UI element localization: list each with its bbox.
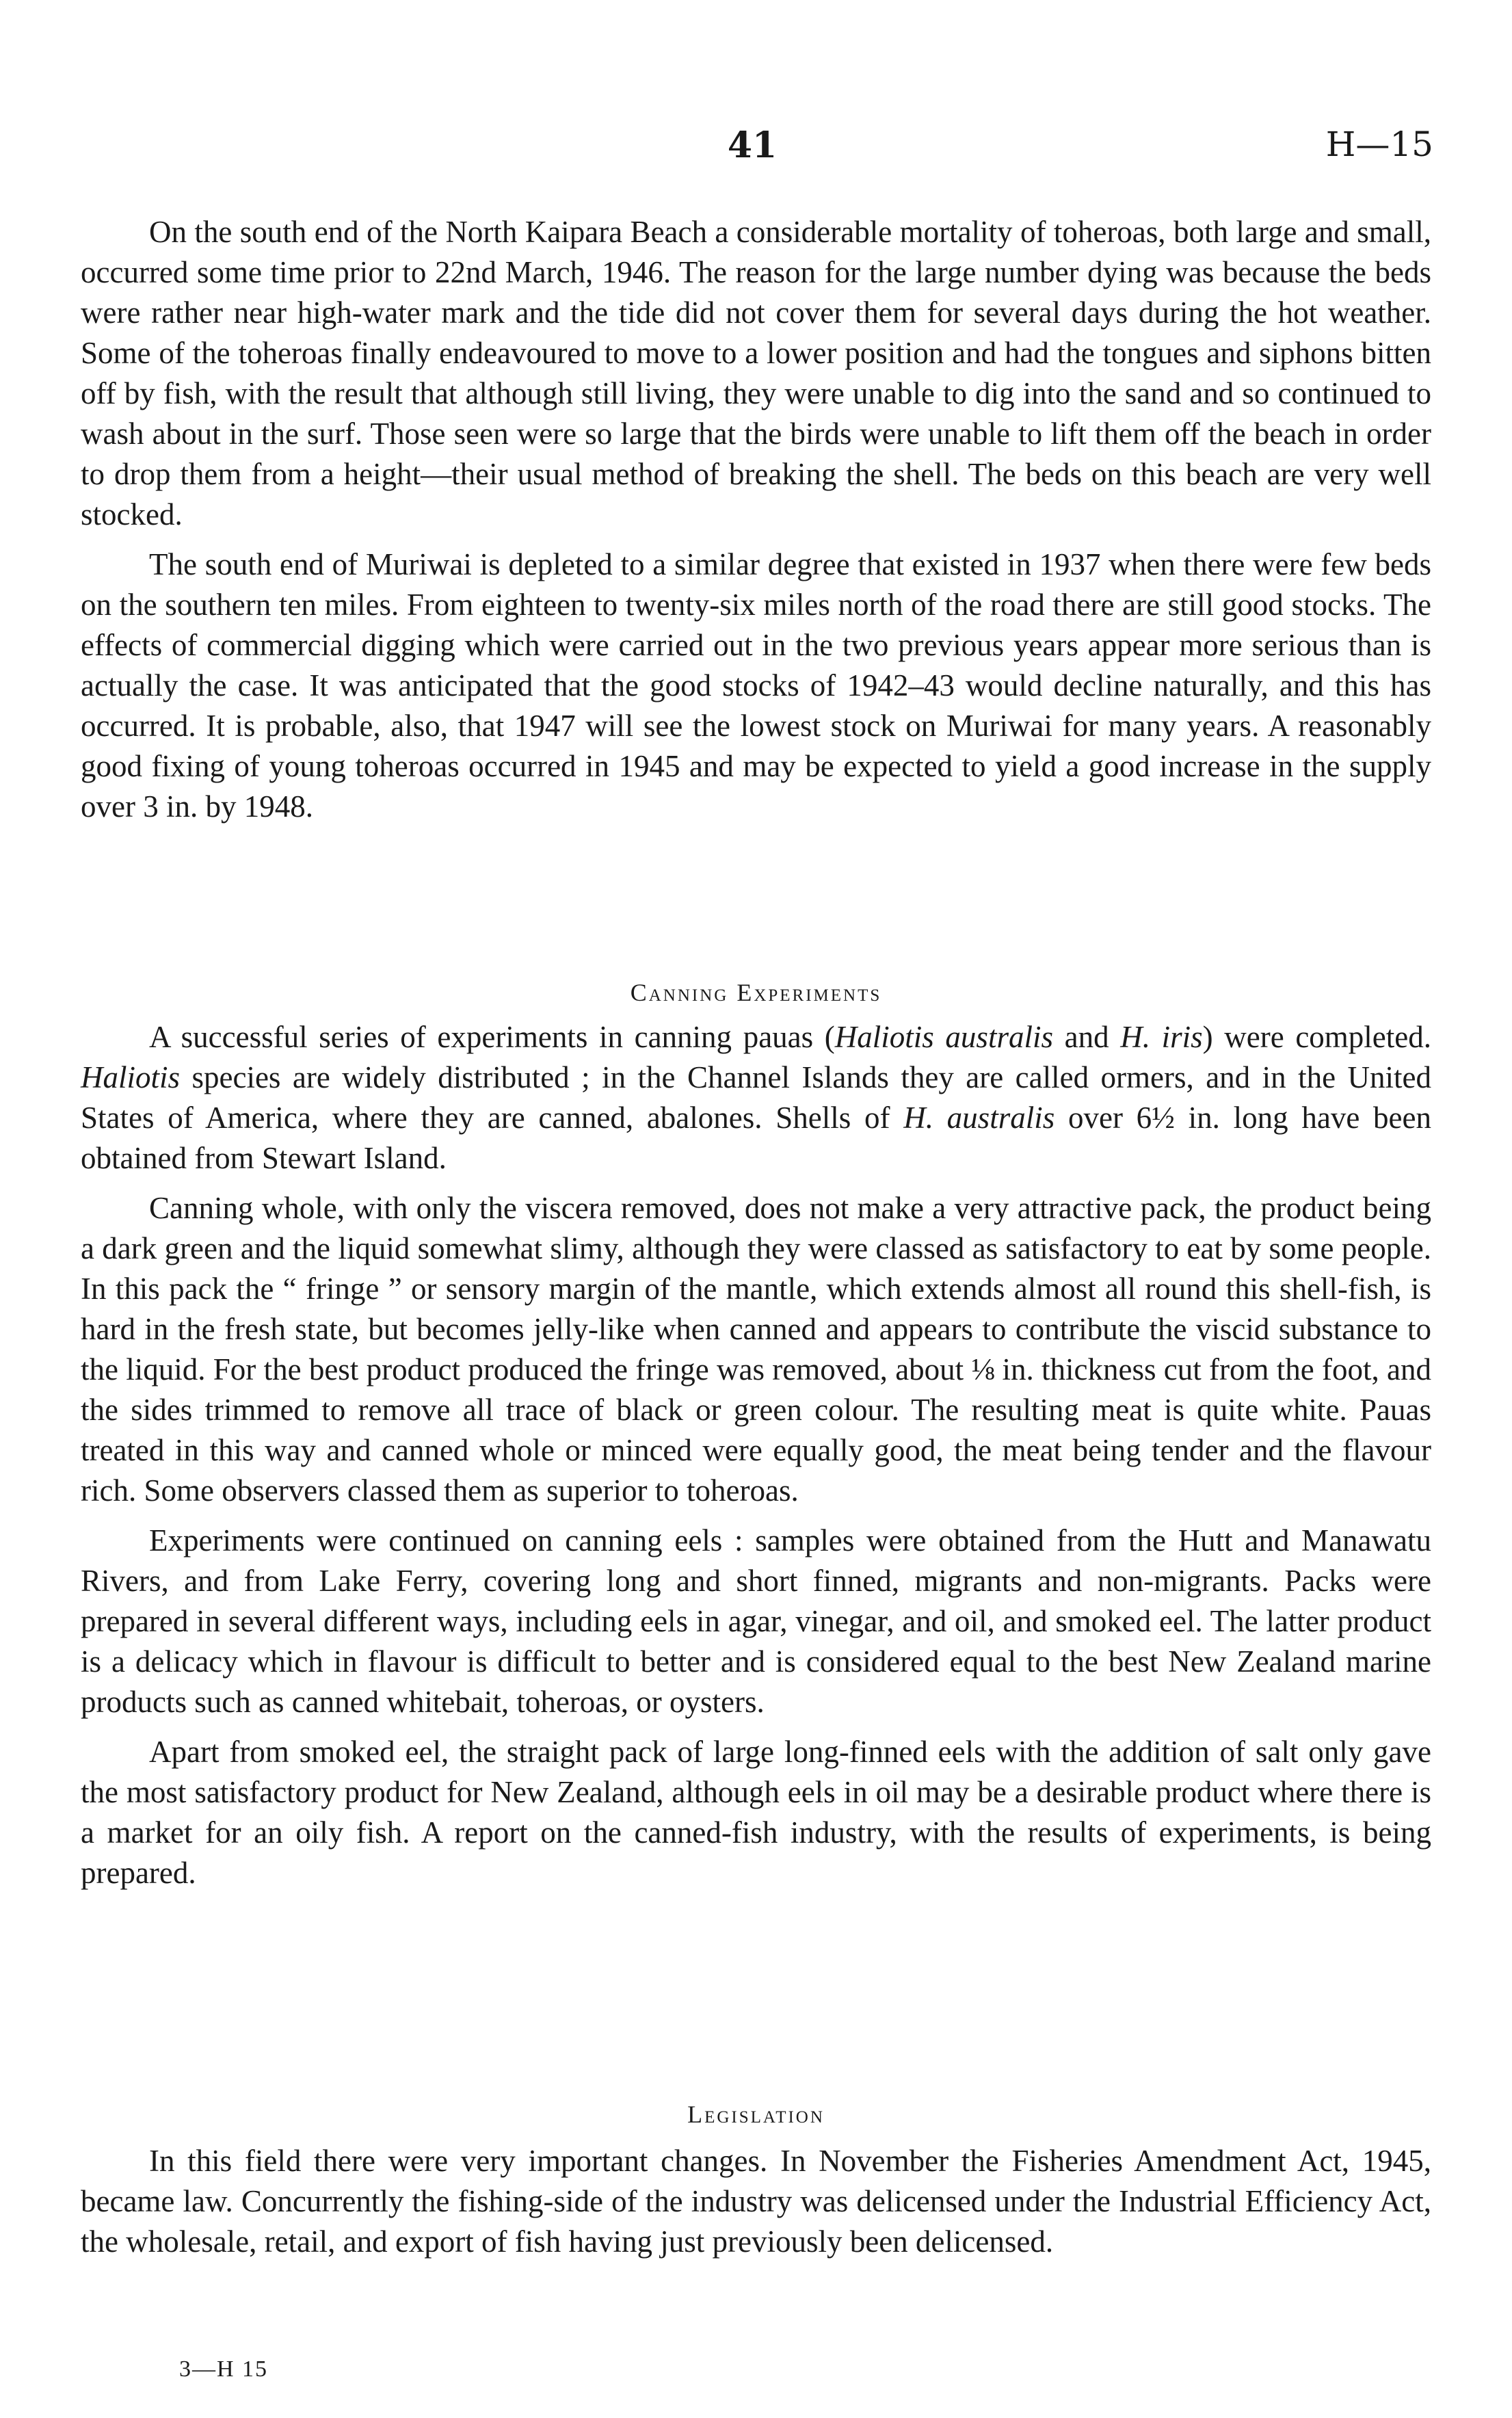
signature-mark: 3—H 15	[179, 2356, 269, 2382]
canning-section	[81, 1017, 1431, 1893]
paragraph-smoked-eel: Apart from smoked eel, the straight pack of large long-finned eels with the addition of salt only gave the most satisfactory product for New Zealand, although eels in oil may be a desirable product where there is a market for an oily fish. A report on the canned-fish industry, with the results of experiments, is being prepared.	[81, 1735, 1431, 1890]
paragraph-eels: Experiments were continued on canning eels : samples were obtained from the Hutt and Manawatu Rivers, and from Lake Ferry, covering long and short finned, migrants and non-migrants. Packs were prepared in several different ways, including eels in agar, vinegar, and oil, and smoked eel. The latter product is a delicacy which in flavour is difficult to better and is considered equal to the best New Zealand marine products such as canned whitebait, toheroas, or oysters.	[81, 1523, 1431, 1719]
species-name: Haliotis	[81, 1060, 181, 1094]
section-heading-legislation: Legislation	[687, 2101, 825, 2128]
legislation-section	[81, 2141, 1431, 2262]
species-name: H. australis	[903, 1101, 1055, 1135]
text-run: over 6½ in. long have been obtained from Stewart Island.	[81, 1101, 1432, 1175]
section-heading-canning: Canning Experiments	[630, 979, 882, 1006]
text-run: A successful series of experiments in canning pauas (	[149, 1020, 835, 1054]
species-name: Haliotis australis	[834, 1020, 1053, 1054]
text-run: and	[1052, 1020, 1121, 1054]
paragraph-north-kaipara: On the south end of the North Kaipara Beach a considerable mortality of toheroas, both large and small, occurred some time prior to 22nd March, 1946. The reason for the large number dying was because the beds were rather near high-water mark and the tide did not cover them for several days during the hot weather. Some of the toheroas finally endeavoured to move to a lower position and had the tongues and siphons bitten off by fish, with the result that although still living, they were unable to dig into the sand and so continued to wash about in the surf. Those seen were so large that the birds were unable to lift them off the beach in order to drop them from a height—their usual method of breaking the shell. The beds on this beach are very well stocked.	[81, 215, 1431, 531]
paragraph-legislation: In this field there were very important changes. In November the Fisheries Amendment Act, 1945, became law. Concurrently the fishing-side of the industry was delicensed under the Industrial Efficiency Act, the wholesale, retail, and export of fish having just previously been delicensed.	[81, 2144, 1431, 2259]
page-number: 41	[727, 124, 778, 166]
paragraph-canning-whole: Canning whole, with only the viscera removed, does not make a very attractive pack, the product being a dark green and the liquid somewhat slimy, although they were classed as satisfactory to eat by some people. In this pack the “ fringe ” or sensory margin of the mantle, which extends almost all round this shell-fish, is hard in the fresh state, but becomes jelly-like when canned and appears to contribute the viscid substance to the liquid. For the best product produced the fringe was removed, about ⅛ in. thickness cut from the foot, and the sides trimmed to remove all trace of black or green colour. The resulting meat is quite white. Pauas treated in this way and canned whole or minced were equally good, the meat being tender and the flavour rich. Some observers classed them as superior to toheroas.	[81, 1191, 1431, 1508]
text-run: ) were completed.	[1202, 1020, 1431, 1054]
document-code: H—15	[1325, 124, 1433, 164]
paragraph-pauas	[81, 1017, 1431, 1179]
paragraph-muriwai: The south end of Muriwai is depleted to a similar degree that existed in 1937 when there were few beds on the southern ten miles. From eighteen to twenty-six miles north of the road there are still good stocks. The effects of commercial digging which were carried out in the two previous years appear more serious than is actually the case. It was anticipated that the good stocks of 1942–43 would decline naturally, and this has occurred. It is probable, also, that 1947 will see the lowest stock on Muriwai for many years. A reasonably good fixing of young toheroas occurred in 1945 and may be expected to yield a good increase in the supply over 3 in. by 1948.	[81, 547, 1431, 824]
text-run: species are widely distributed ; in the Channel Islands they are called ormers, and in the United States of America, where they are canned, abalones. Shells of	[81, 1060, 1431, 1135]
species-name: H. iris	[1120, 1020, 1203, 1054]
toheroa-section	[81, 212, 1431, 827]
